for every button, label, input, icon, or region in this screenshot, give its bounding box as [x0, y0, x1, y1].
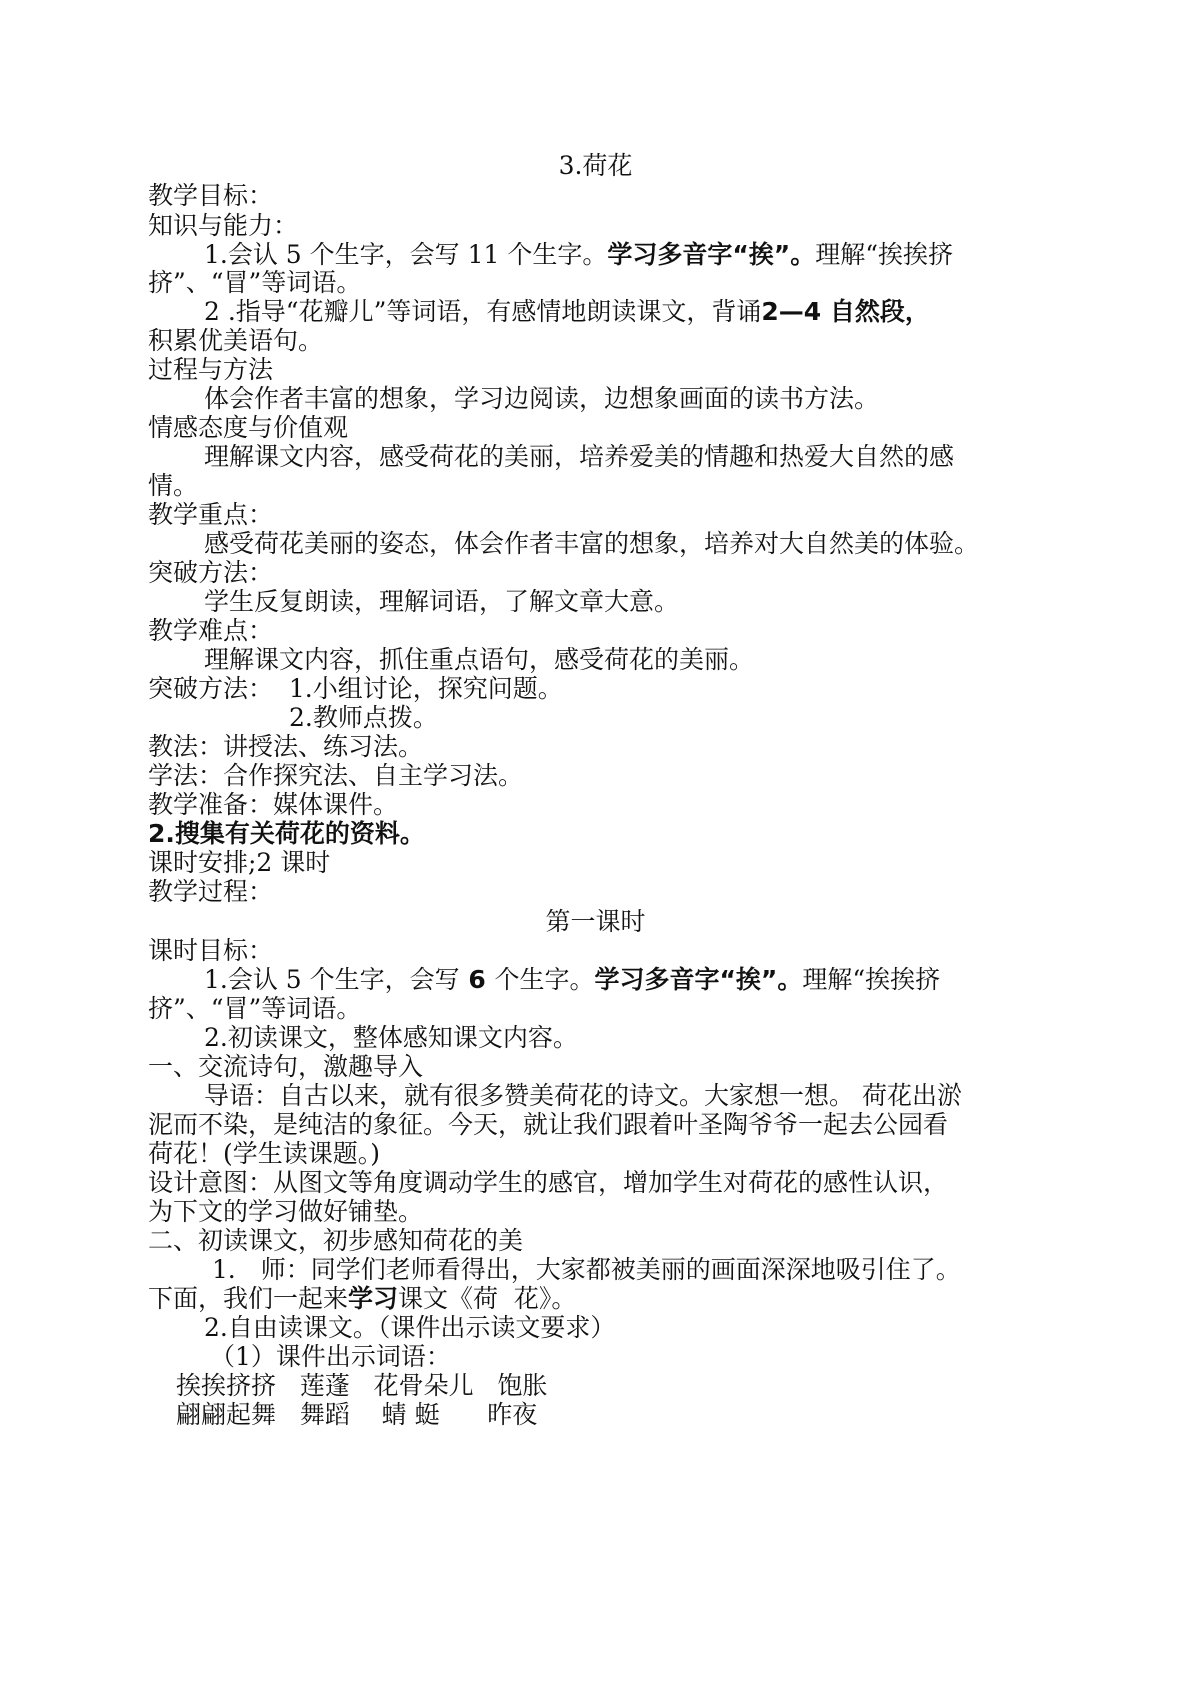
collect-materials: 2.搜集有关荷花的资料。	[148, 819, 425, 848]
method2-line-2: 2.教师点拨。	[289, 703, 438, 732]
bold-text-run: 学习多音字“挨”。	[607, 240, 816, 269]
bold-text-run: ，	[904, 297, 930, 326]
process-heading: 过程与方法	[148, 355, 274, 384]
vocab-row-2: 翩翩起舞 舞蹈 蜻 蜓 昨夜	[176, 1400, 538, 1429]
text-run: 理解“挨挨挤	[802, 965, 941, 994]
knowledge-item-2-cont: 积累优美语句。	[148, 326, 324, 355]
design-intent-cont: 为下文的学习做好铺垫。	[148, 1197, 424, 1226]
text-run: 1.会认 5 个生字，会写	[204, 965, 460, 994]
emotion-text: 理解课文内容，感受荷花的美丽，培养爱美的情趣和热爱大自然的感	[204, 442, 955, 471]
lesson1-objectives-heading: 课时目标：	[148, 936, 274, 965]
process-text: 体会作者丰富的想象，学习边阅读，边想象画面的读书方法。	[204, 384, 880, 413]
section2-item-1-cont	[148, 1283, 576, 1315]
bold-text-run: 学习多音字“挨”。	[594, 965, 803, 994]
knowledge-heading: 知识与能力：	[148, 211, 299, 240]
text-run: 课文《荷 花》。	[398, 1284, 577, 1313]
lesson1-item-1-cont: 挤”、“冒”等词语。	[148, 994, 362, 1023]
schedule: 课时安排;2 课时	[148, 848, 331, 877]
vocab-row-1: 挨挨挤挤 莲蓬 花骨朵儿 饱胀	[176, 1371, 548, 1400]
knowledge-item-2	[204, 296, 930, 328]
bold-text-run: 6	[459, 965, 495, 994]
text-run: 1.会认 5 个生字，会写 11 个生字。	[204, 240, 608, 269]
learning-method: 学法：合作探究法、自主学习法。	[148, 761, 524, 790]
difficulty-text: 理解课文内容，抓住重点语句，感受荷花的美丽。	[204, 645, 755, 674]
text-run: 理解“挨挨挤	[815, 240, 954, 269]
key-text: 感受荷花美丽的姿态，体会作者丰富的想象，培养对大自然美的体验。	[204, 529, 980, 558]
section2-item-1: 1． 师：同学们老师看得出，大家都被美丽的画面深深地吸引住了。	[204, 1255, 961, 1284]
text-run: 个生字。	[494, 965, 595, 994]
section1-heading: 一、交流诗句，激趣导入	[148, 1052, 424, 1081]
teaching-method: 教法：讲授法、练习法。	[148, 732, 424, 761]
section1-text: 导语：自古以来，就有很多赞美荷花的诗文。大家想一想。 荷花出淤	[204, 1081, 962, 1110]
bold-text-run: 2—4 自然段	[761, 297, 905, 326]
section1-text-cont-2: 荷花！(学生读课题。)	[148, 1139, 381, 1168]
method1-heading: 突破方法：	[148, 558, 274, 587]
section2-item-3: （1）课件出示词语：	[210, 1342, 451, 1371]
document-title: 3.荷花	[558, 151, 633, 180]
difficulty-heading: 教学难点：	[148, 616, 274, 645]
process-title: 教学过程：	[148, 877, 274, 906]
design-intent: 设计意图：从图文等角度调动学生的感官，增加学生对荷花的感性认识，	[148, 1168, 949, 1197]
key-heading: 教学重点：	[148, 500, 274, 529]
lesson1-item-2: 2.初读课文，整体感知课文内容。	[204, 1023, 578, 1052]
lesson1-title: 第一课时	[545, 907, 646, 936]
emotion-text-cont: 情。	[148, 471, 199, 500]
preparation: 教学准备：媒体课件。	[148, 790, 399, 819]
knowledge-item-1-cont: 挤”、“冒”等词语。	[148, 268, 362, 297]
section2-heading: 二、初读课文，初步感知荷花的美	[148, 1226, 524, 1255]
method2-line-1: 突破方法： 1.小组讨论，探究问题。	[148, 674, 563, 703]
lesson1-item-1	[204, 964, 940, 996]
emotion-heading: 情感态度与价值观	[148, 413, 349, 442]
section2-item-2: 2.自由读课文。（课件出示读文要求）	[204, 1313, 616, 1342]
method1-text: 学生反复朗读，理解词语，了解文章大意。	[204, 587, 680, 616]
section1-text-cont: 泥而不染，是纯洁的象征。今天，就让我们跟着叶圣陶爷爷一起去公园看	[148, 1110, 949, 1139]
text-run: 下面，我们一起来	[148, 1284, 349, 1313]
text-run: 2 .指导“花瓣儿”等词语，有感情地朗读课文，背诵	[204, 297, 762, 326]
objectives-heading: 教学目标：	[148, 181, 274, 210]
bold-text-run: 学习	[348, 1284, 399, 1313]
